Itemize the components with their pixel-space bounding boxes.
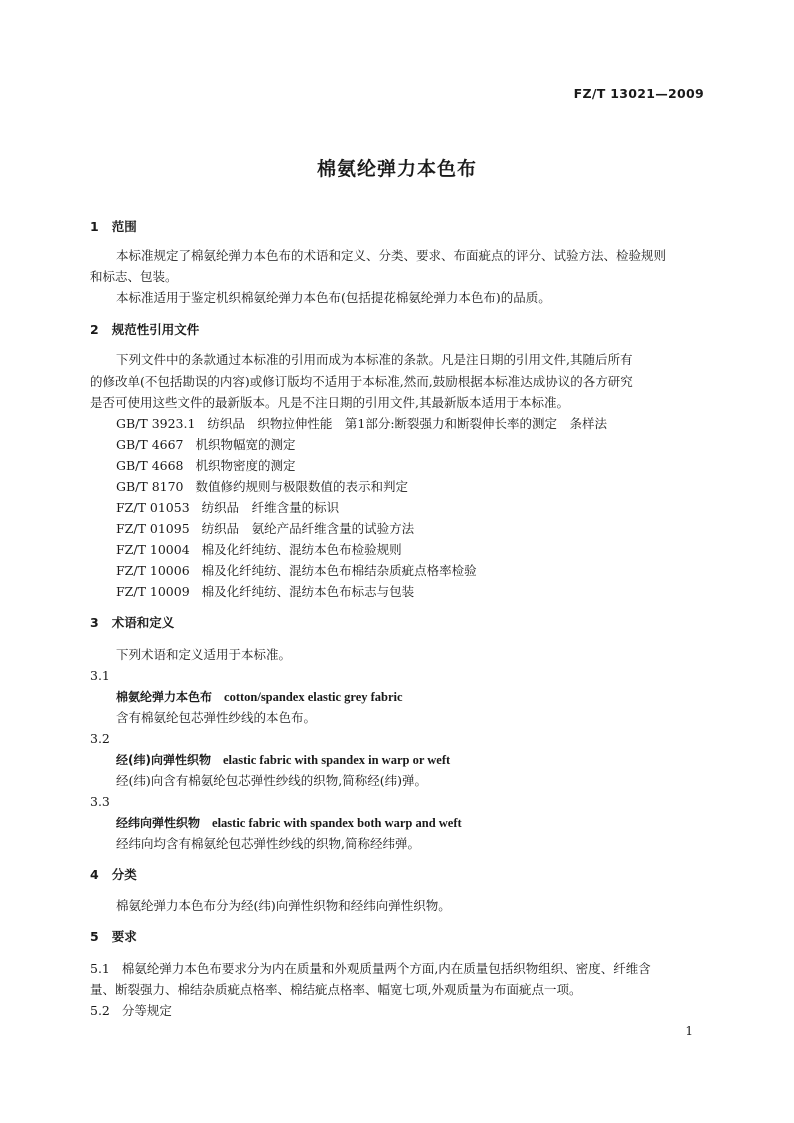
paragraph-line: 本标准适用于鉴定机织棉氨纶弹力本色布(包括提花棉氨纶弹力本色布)的品质。	[116, 290, 551, 305]
paragraph-line: 的修改单(不包括勘误的内容)或修订版均不适用于本标准,然而,鼓励根据本标准达成协议的各方研究	[90, 374, 633, 389]
reference-code: FZ/T 10006	[116, 563, 190, 578]
paragraph-line: 本标准规定了棉氨纶弹力本色布的术语和定义、分类、要求、布面疵点的评分、试验方法、检验规则	[116, 248, 667, 263]
section-title: 规范性引用文件	[111, 322, 200, 337]
reference-code: FZ/T 10004	[116, 542, 190, 557]
section-5-heading	[90, 929, 137, 945]
section-number: 4	[90, 867, 99, 882]
reference-item	[116, 458, 295, 474]
reference-code: GB/T 4668	[116, 458, 184, 473]
reference-code: FZ/T 01053	[116, 500, 190, 515]
reference-item	[116, 563, 477, 579]
section-number: 1	[90, 219, 99, 234]
section-number: 3	[90, 615, 99, 630]
term-definition: 含有棉氨纶包芯弹性纱线的本色布。	[116, 710, 317, 725]
term-english: elastic fabric with spandex both warp and weft	[212, 816, 462, 830]
paragraph-line: 下列文件中的条款通过本标准的引用而成为本标准的条款。凡是注日期的引用文件,其随后所有	[116, 352, 633, 367]
reference-code: GB/T 4667	[116, 437, 184, 452]
paragraph-line: 是否可使用这些文件的最新版本。凡是不注日期的引用文件,其最新版本适用于本标准。	[90, 395, 569, 410]
reference-code: FZ/T 10009	[116, 584, 190, 599]
reference-code: GB/T 8170	[116, 479, 184, 494]
clause-number: 5.1	[90, 961, 110, 976]
reference-title: 纺织品 纤维含量的标识	[201, 500, 340, 515]
document-title: 棉氨纶弹力本色布	[316, 158, 477, 180]
term-number: 3.2	[90, 731, 110, 746]
term-definition: 经纬向均含有棉氨纶包芯弹性纱线的织物,简称经纬弹。	[116, 836, 420, 851]
paragraph-line: 和标志、包装。	[90, 269, 178, 284]
reference-item	[116, 521, 414, 537]
reference-item	[116, 542, 402, 558]
section-3-heading	[90, 615, 174, 631]
reference-item	[116, 479, 408, 495]
term-number: 3.3	[90, 794, 110, 809]
reference-item	[116, 584, 414, 600]
term-definition: 经(纬)向含有棉氨纶包芯弹性纱线的织物,简称经(纬)弹。	[116, 773, 427, 788]
term-chinese: 经纬向弹性织物	[116, 816, 201, 830]
term-chinese: 经(纬)向弹性织物	[116, 753, 211, 767]
clause-number: 5.2	[90, 1003, 110, 1018]
section-title: 范围	[111, 219, 137, 234]
reference-title: 棉及化纤纯纺、混纺本色布标志与包装	[201, 584, 415, 599]
reference-title: 机织物密度的测定	[195, 458, 296, 473]
paragraph-line: 量、断裂强力、棉结杂质疵点格率、棉结疵点格率、幅宽七项,外观质量为布面疵点一项。	[90, 982, 582, 997]
section-title: 要求	[111, 929, 137, 944]
reference-title: 棉及化纤纯纺、混纺本色布检验规则	[201, 542, 402, 557]
reference-item	[116, 437, 295, 453]
reference-title: 机织物幅宽的测定	[195, 437, 296, 452]
section-title: 术语和定义	[111, 615, 175, 630]
paragraph-line: 棉氨纶弹力本色布分为经(纬)向弹性织物和经纬向弹性织物。	[116, 898, 451, 913]
reference-item	[116, 500, 339, 516]
reference-item	[116, 416, 607, 432]
term-heading	[116, 815, 462, 831]
reference-title: 数值修约规则与极限数值的表示和判定	[195, 479, 408, 494]
page-number: 1	[685, 1024, 693, 1038]
section-number: 2	[90, 322, 99, 337]
section-1-heading	[90, 219, 137, 235]
reference-code: FZ/T 01095	[116, 521, 190, 536]
term-number: 3.1	[90, 668, 110, 683]
section-number: 5	[90, 929, 99, 944]
clause-text: 棉氨纶弹力本色布要求分为内在质量和外观质量两个方面,内在质量包括织物组织、密度、纤维含	[121, 961, 651, 976]
term-chinese: 棉氨纶弹力本色布	[116, 690, 213, 704]
clause-5-2	[90, 1003, 172, 1019]
section-4-heading	[90, 867, 137, 883]
standard-number: FZ/T 13021—2009	[573, 86, 704, 101]
reference-title: 纺织品 氨纶产品纤维含量的试验方法	[201, 521, 415, 536]
reference-title: 棉及化纤纯纺、混纺本色布棉结杂质疵点格率检验	[201, 563, 477, 578]
term-english: cotton/spandex elastic grey fabric	[224, 690, 403, 704]
clause-text: 分等规定	[121, 1003, 172, 1018]
clause-5-1	[90, 961, 651, 977]
reference-code: GB/T 3923.1	[116, 416, 196, 431]
section-title: 分类	[111, 867, 137, 882]
term-heading	[116, 752, 450, 768]
term-english: elastic fabric with spandex in warp or weft	[222, 753, 451, 767]
paragraph-line: 下列术语和定义适用于本标准。	[116, 647, 292, 662]
section-2-heading	[90, 322, 199, 338]
term-heading	[116, 689, 403, 705]
reference-title: 纺织品 织物拉伸性能 第1部分:断裂强力和断裂伸长率的测定 条样法	[207, 416, 608, 431]
